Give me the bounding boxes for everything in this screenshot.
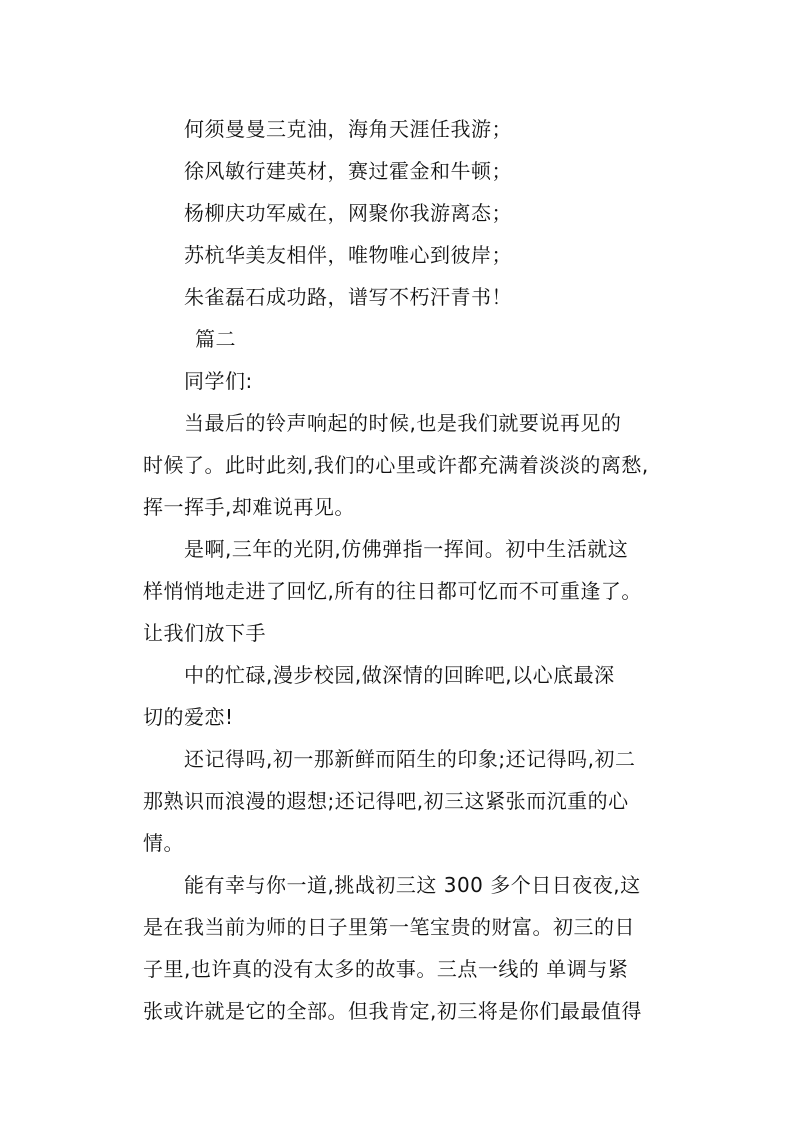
paragraph-line: 子里,也许真的没有太多的故事。三点一线的 单调与紧: [143, 957, 629, 981]
salutation: 同学们:: [184, 369, 253, 393]
paragraph-line: 让我们放下手: [143, 621, 266, 645]
paragraph-line: 那熟识而浪漫的遐想;还记得吧,初三这紧张而沉重的心: [143, 789, 629, 813]
paragraph-line: 是在我当前为师的日子里第一笔宝贵的财富。初三的日: [143, 915, 635, 939]
paragraph-line: 是啊,三年的光阴,仿佛弹指一挥间。初中生活就这: [184, 537, 629, 561]
paragraph-line: 当最后的铃声响起的时候,也是我们就要说再见的: [184, 411, 622, 435]
paragraph-line: 还记得吗,初一那新鲜而陌生的印象;还记得吗,初二: [184, 747, 636, 771]
paragraph-line: 中的忙碌,漫步校园,做深情的回眸吧,以心底最深: [184, 663, 615, 687]
poem-line-1: 何须曼曼三克油，海角天涯任我游；: [184, 117, 512, 141]
paragraph-line: 张或许就是它的全部。但我肯定,初三将是你们最最值得: [143, 999, 642, 1023]
paragraph-line: 挥一挥手,却难说再见。: [143, 495, 355, 519]
paragraph-line: 情。: [143, 831, 184, 855]
poem-line-4: 苏杭华美友相伴，唯物唯心到彼岸；: [184, 243, 512, 267]
paragraph-line: 时候了。此时此刻,我们的心里或许都充满着淡淡的离愁,: [143, 453, 649, 477]
poem-line-5: 朱雀磊石成功路，谱写不朽汗青书！: [184, 285, 512, 309]
section-heading: 篇二: [195, 327, 236, 351]
poem-line-2: 徐风敏行建英材，赛过霍金和牛顿；: [184, 159, 512, 183]
paragraph-line: 切的爱恋!: [143, 705, 234, 729]
paragraph-line: 能有幸与你一道,挑战初三这 300 多个日日夜夜,这: [184, 873, 641, 897]
paragraph-line: 样悄悄地走进了回忆,所有的往日都可忆而不可重逢了。: [143, 579, 642, 603]
poem-line-3: 杨柳庆功军威在，网聚你我游离态；: [184, 201, 512, 225]
